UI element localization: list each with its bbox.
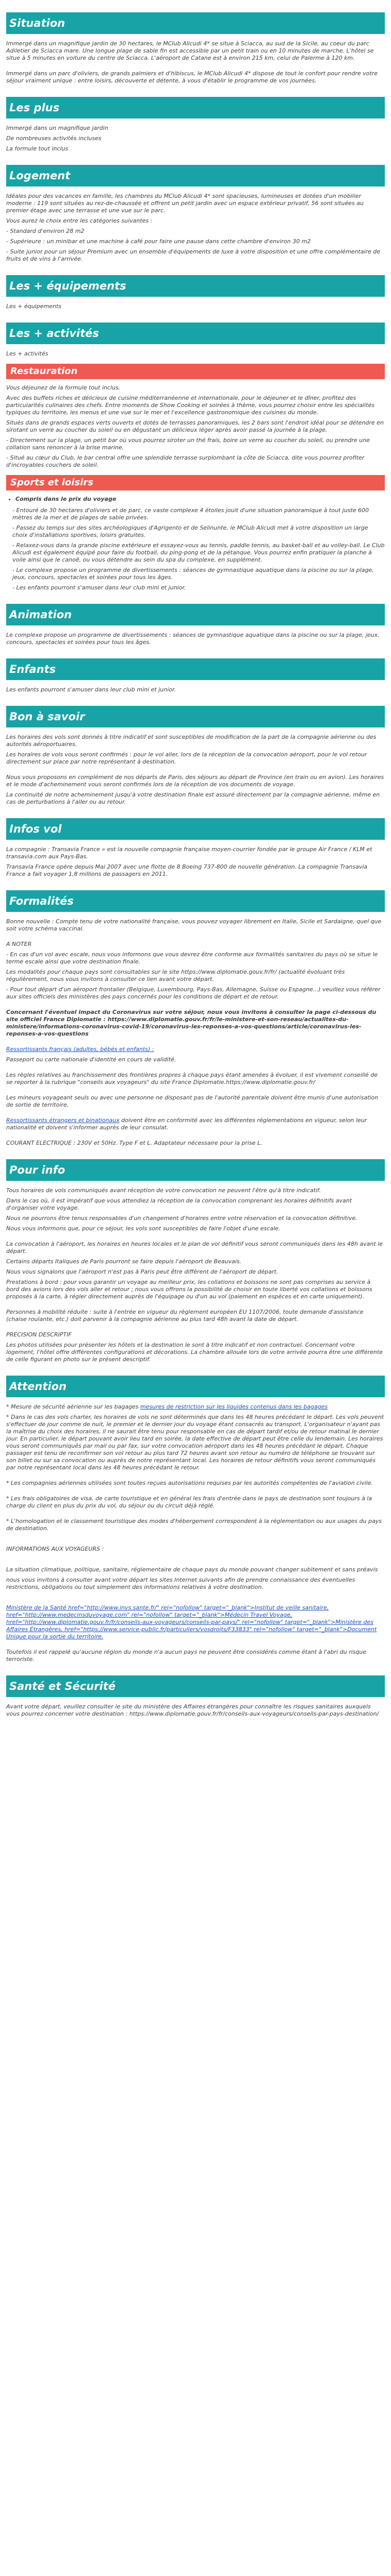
- pour-info-paragraph: Nous vous informons que, pour ce séjour, les vols sont susceptibles de faire l'objet d'une escale.: [6, 1225, 281, 1232]
- bon-savoir-paragraph: La continuité de notre acheminement jusqu'à votre destination finale est assuré directement par la compagnie aérienne, même en cas de perturbations à l'aller ou au retour.: [6, 791, 380, 805]
- logement-paragraph: - Standard d'environ 28 m2: [6, 228, 85, 234]
- logement-paragraph: Idéales pour des vacances en famille, les chambres du MClub Alicudi 4* sont spacieuses, lumineuses et dotées d'un mobilier moderne : 119 sont situées au rez-de-chaussée et offrent un petit jardin avec un espace extérieur privatif, 56 sont situées au premier étage avec une terrasse et une vue sur le parc.: [6, 193, 364, 214]
- pour-info-precision-title: PRECISION DESCRIPTIF: [6, 1331, 72, 1338]
- restauration-paragraph: Vous déjeunez de la formule tout inclus.: [6, 384, 121, 391]
- logement-paragraph: Vous aurez le choix entre les catégories suivantes :: [6, 217, 153, 224]
- pour-info-paragraph: Les photos utilisées pour présenter les hôtels et la destination le sont à titre indicatif et non contractuel. Concernant votre logement, l'hôtel offre différentes configurations et décorations. La chambre allouée lors de votre arrivée pourra être une différente de celle figurant en photo sur le présent descriptif.: [6, 1342, 383, 1363]
- attention-first-text: * Mesure de sécurité aérienne sur les bagages: [6, 1403, 139, 1410]
- attention-paragraph: * Dans le cas des vols charter, les horaires de vols ne sont déterminés que dans les 48 heures précédant le départ. Les vols peuvent s'effectuer de jour comme de nuit, le premier et le dernier jour du voyage étant consacrés au transport. L'organisateur n'ayant pas la maîtrise du choix des horaires, il ne saurait être tenu pour responsable en cas de départ tardif et/ou de retour matinal le dernier jour. En particulier, le départ pouvant avoir lieu tard en soirée, la date effective de départ peut être celle du lendemain. Les horaires vous seront communiqués par mail ou par fax, sur votre convocation aéroport dans les 48 heures précédant le départ. Chaque passager est tenu de reconfirmer son vol retour au plus tard 72 heures avant son retour au numéro de téléphone se trouvant sur son billet ou sur sa convocation ou auprès de notre représentant local. Les horaires de retour définitifs vous seront communiqués par notre représentant local dans les 48 heures précédant le retour.: [6, 1414, 384, 1471]
- formalites-note: - Pour tout départ d'un aéroport frontalier (Belgique, Luxembourg, Pays-Bas, Allemagne, Suisse ou Espagne...) veuillez vous référer aux sites officiels des ministères des pays concernés pour les conditions de départ et de retour.: [6, 986, 381, 1000]
- sports-bullet-included: • Compris dans le prix du voyage: [15, 496, 385, 503]
- sports-paragraph: - Passez du temps sur des sites archéologiques d'Agrigento et de Selinunte, le MClub Alicudi met à votre disposition un large choix d'installations sportives, loisirs gratuites.: [12, 524, 368, 538]
- ressortissants-text: Passeport ou carte nationale d'identité en cours de validité.: [6, 1056, 176, 1063]
- formalites-a-noter: A NOTER: [6, 941, 32, 947]
- les-plus-line: De nombreuses activités incluses: [6, 135, 102, 142]
- infos-vol-paragraph: La compagnie : Transavia France » est la nouvelle compagnie française moyen-courrier fondée par le groupe Air France / KLM et transavia.com aux Pays-Bas.: [6, 846, 372, 860]
- section-sante-header: Santé et Sécurité: [6, 1675, 385, 1697]
- formalites-note: - En cas d'un vol avec escale, nous vous informons que vous devrez être conforme aux formalités sanitaires du pays où se situe le terme escale ainsi que votre destination finale.: [6, 951, 378, 965]
- infos-vol-paragraph: Transavia France opère depuis Mai 2007 avec une flotte de 8 Boeing 737-800 de nouvelle génération. La compagnie Transavia France a fait voyager 1,8 millions de passagers en 2011.: [6, 863, 368, 877]
- formalites-mineurs: Les mineurs voyageant seuls ou avec une personne ne disposant pas de l'autorité parentale doivent être munis d'une autorisation de sortie de territoire.: [6, 1094, 379, 1108]
- sports-paragraph: - Entouré de 30 hectares d'oliviers et de parc, ce vaste complexe 4 étoiles jouit d'une situation panoramique à tout juste 600 mètres de la mer et de plages de sable privées.: [12, 507, 369, 521]
- section-logement-header: Logement: [6, 165, 385, 187]
- formalites-note: Les modalités pour chaque pays sont consultables sur le site https://www.diplomatie.gouv.fr/fr/ (actualité évoluant très régulièrement, nous vous invitons à consulter ce lien avant votre départ.: [6, 969, 345, 982]
- etrangers-link[interactable]: Ressortissants étrangers et binationaux: [6, 1117, 120, 1124]
- formalites-etrangers: [6, 1117, 385, 1131]
- equipements-text: Les + équipements: [6, 303, 61, 310]
- formalites-intro: Bonne nouvelle : Compte tenu de votre nationalité française, vous pouvez voyager librement en Italie, Sicile et Sardaigne, quel que soit votre schéma vaccinal.: [6, 918, 382, 932]
- attention-paragraph: nous vous invitons à consulter avant votre départ les sites Internet suivants afin de prendre connaissance des éventuelles restrictions, obligations ou tout simplement des informations relatives à votre destination.: [6, 1577, 355, 1590]
- attention-paragraph: * Les frais obligatoires de visa, de carte touristique et en général les frais d'entrée dans le pays de destination sont toujours à la charge du client en plus du prix du vol, du séjour ou du circuit déjà réglé.: [6, 1495, 372, 1509]
- section-equipements-header: Les + équipements: [6, 275, 385, 297]
- pour-info-paragraph: Certains départs Italiques de Paris pourront se faire depuis l'aéroport de Beauvais.: [6, 1258, 241, 1265]
- restauration-paragraph: - Directement sur la plage, un petit bar où vous pourrez siroter un thé frais, boire un verre au coucher du soleil, ou prendre une collation sans renoncer à la brise marine.: [6, 437, 370, 451]
- sports-paragraph: - Le complexe propose un programme de divertissements : séances de gymnastique aquatique dans la piscine ou sur la plage, jeux, concours, spectacles et soirées pour tous les âges.: [12, 567, 374, 581]
- formalites-covid-notice: Concernant l'éventuel impact du Coronavirus sur votre séjour, nous vous invitons à consulter la page ci-dessous du site officiel France Diplomatie : https://www.diplomatie.gouv.fr/fr/le-ministere-et-son-reseau/actualites-du-ministere/informations-coronavirus-covid-19/coronavirus-les-reponses-a-vos-questions/article/coronavirus-les-reponses-a-vos-questions: [6, 1009, 377, 1037]
- section-infos-vol-header: Infos vol: [6, 818, 385, 840]
- situation-paragraph: Immergé dans un parc d'oliviers, de grands palmiers et d'hibiscus, le MClub Alicudi 4* dispose de tout le confort pour rendre votre séjour vraiment unique : entre loisirs, découverte et détente, à vous d'établir le programme de vos journées.: [6, 70, 378, 84]
- logement-paragraph: - Suite junior pour un séjour Premium avec un ensemble d'équipements de luxe à votre disposition et une offre complémentaire de fruits et de vins à l'arrivée.: [6, 248, 381, 262]
- pour-info-paragraph: Nous ne pourrons être tenus responsables d'un changement d'horaires entre votre réservation et la convocation définitive.: [6, 1215, 357, 1222]
- section-restauration-header: Restauration: [6, 364, 385, 379]
- ressortissants-link[interactable]: Ressortissants français (adultes, bébés et enfants) :: [6, 1046, 154, 1053]
- section-formalites-header: Formalités: [6, 890, 385, 912]
- sports-bullet-list: [6, 496, 385, 503]
- ministere-sante-link[interactable]: Ministère de la Santé href="http://www.invs.sante.fr/" rel="nofollow" target="_blank">Institut de veille sanitaire, href="http://www.medecinsduvoyage.com" rel="nofollow" target="_blank">Médecin Travel Voyage, href="http://www.diplomatie.gouv.fr/fr/conseils-aux-voyageurs/conseils-par-pays/" rel="nofollow" target="_blank">Ministère des Affaires Étrangères, href="https://www.service-public.fr/particuliers/vosdroits/F33833" rel="nofollow" target="_blank">Document Unique pour la sortie du territoire.: [6, 1604, 377, 1640]
- les-plus-line: Immergé dans un magnifique jardin: [6, 125, 108, 131]
- attention-links-block[interactable]: [6, 1604, 385, 1640]
- etrangers-text: doivent être en conformité avec les différentes réglementations en vigueur, selon leur nationalité et doivent s'informer auprès de leur consulat.: [6, 1117, 367, 1131]
- pour-info-paragraph: La convocation à l'aéroport, les horaires en heures locales et le plan de vol définitif vous seront communiqués dans les 48h avant le départ.: [6, 1241, 383, 1255]
- pour-info-paragraph: Nous vous signalons que l'aéroport n'est pas à Paris peut être différent de l'aéroport de départ.: [6, 1268, 279, 1275]
- les-plus-line: La formule tout inclus: [6, 145, 69, 152]
- restauration-paragraph: Avec des buffets riches et délicieux de cuisine méditerranéenne et internationale, pour le déjeuner et le dîner, profitez des particularités culinaires des chefs. Entre moments de Show Cooking et soirées à thème, vous pourrez choisir entre les spécialités typiques du territoire, les menus et une vue sur le mer et l'excellence gastronomique des cuisines du monde.: [6, 395, 375, 416]
- sports-paragraph: - Les enfants pourront s'amuser dans leur club mini et junior.: [12, 584, 186, 591]
- section-attention-header: Attention: [6, 1376, 385, 1397]
- sports-paragraph: - Relaxez-vous dans la grande piscine extérieure et essayez-vous au tennis, paddle tennis, au basket-ball et au volley-ball. Le Club Alicudi est également équipé pour faire du football, du ping-pong et de la pétanque. Vous pourrez enfin pratiquer la planche à voile ainsi que le canoë, ou vous détendre au sein du spa du complexe, en supplément.: [12, 542, 385, 563]
- animation-text: Le complexe propose un programme de divertissements : séances de gymnastique aquatique dans la piscine ou sur la plage, jeux, concours, spectacles et soirées pour tous les âges.: [6, 632, 380, 646]
- attention-final: Toutefois il est rappelé qu'aucune région du monde n'a aucun pays ne peuvent être considérés comme étant à l'abri du risque terroriste.: [6, 1649, 367, 1663]
- restauration-paragraph: - Situé au cœur du Club, le bar central offre une splendide terrasse surplombant la côte de Sciacca, dite vous pourrez profiter d'incroyables couchers de soleil.: [6, 454, 365, 468]
- logement-paragraph: - Supérieure : un minibar et une machine à café pour faire une pause dans cette chambre d'environ 30 m2: [6, 238, 311, 245]
- section-animation-header: Animation: [6, 604, 385, 625]
- hotel-description-page: [0, 12, 391, 1736]
- bon-savoir-paragraph: Les horaires de vols vous seront confirmés : pour le vol aller, lors de la réception de la convocation aéroport, pour le vol retour directement sur place par notre représentant à destination.: [6, 751, 367, 765]
- bon-savoir-paragraph: Nous vous proposons en complément de nos départs de Paris, des séjours au départ de Province (en train ou en avion). Les horaires et le mode d'acheminement vous seront confirmés lors de la réception de vos documents de voyage.: [6, 774, 384, 788]
- attention-paragraph: * Les compagnies aériennes utilisées sont toutes reçues autorisations requises par les autorités compétentes de l'aviation civile.: [6, 1480, 373, 1486]
- activites-text: Les + activités: [6, 350, 48, 357]
- section-situation-header: Situation: [6, 12, 385, 34]
- bon-savoir-paragraph: Les horaires des vols sont donnés à titre indicatif et sont susceptibles de modification de la part de la compagnie aérienne ou des autorités aéroportuaires.: [6, 734, 377, 748]
- section-bon-a-savoir-header: Bon à savoir: [6, 706, 385, 727]
- attention-paragraph: * L'homologation et le classement touristique des modes d'hébergement correspondent à la réglementation ou aux usages du pays de destination.: [6, 1518, 382, 1532]
- liquides-restriction-link[interactable]: mesures de restriction sur les liquides contenus dans les bagages: [140, 1403, 328, 1410]
- pour-info-paragraph: Tous horaires de vols communiqués avant réception de votre convocation ne peuvent l'être qu'à titre indicatif.: [6, 1187, 321, 1194]
- pour-info-paragraph: Dans le cas où, il est impératif que vous attendiez la réception de la convocation comprenant les horaires définitifs avant d'organiser votre voyage.: [6, 1197, 352, 1211]
- attention-paragraph: La situation climatique, politique, sanitaire, réglementaire de chaque pays du monde pouvant changer subitement et sans préavis: [6, 1566, 378, 1573]
- pour-info-paragraph: Prestations à bord : pour vous garantir un voyage au meilleur prix, les collations et boissons ne sont pas comprises au service à bord des avions lors des vols aller et retour ; nous vous offrons la possibilité de choisir en toute liberté vos collations et boissons proposés à la carte, à régler directement auprès de l'équipage ou d'un au vol (paiement en espèces et en carte uniquement).: [6, 1279, 372, 1300]
- formalites-courant: COURANT ELECTRIQUE : 230V et 50Hz. Type F et L. Adaptateur nécessaire pour la prise L.: [6, 1140, 263, 1146]
- sports-details: [12, 507, 385, 591]
- section-activites-header: Les + activités: [6, 323, 385, 344]
- section-enfants-header: Enfants: [6, 658, 385, 680]
- formalites-regles: Les règles relatives au franchissement des frontières propres à chaque pays étant amenées à évoluer, il est vivement conseillé de se reporter à la rubrique "conseils aux voyageurs" du site France Diplomatie.https://www.diplomatie.gouv.fr/: [6, 1072, 378, 1086]
- situation-paragraph: Immergé dans un magnifique jardin de 30 hectares, le MCIub Alicudi 4* se situe à Sciacca, au sud de la Sicile, au coeur du parc Adiletier de Sciacca mare. Une longue plage de sable fin est accessible par un petit train ou en 10 minutes de marche. L'hôtel se situe à 5 minutes en voiture du centre de Sciacca. L'aéroport de Catane est à environ 215 km, celui de Palerme à 120 km.: [6, 40, 374, 61]
- section-pour-info-header: Pour info: [6, 1159, 385, 1181]
- pour-info-paragraph: Personnes à mobilité réduite : suite à l'entrée en vigueur du règlement européen EU 1107/2006, toute demande d'assistance (chaise roulante, etc.) doit parvenir à la compagnie aérienne au plus tard 48h avant la date de départ.: [6, 1309, 364, 1323]
- attention-first: [6, 1403, 385, 1411]
- sante-text: Avant votre départ, veuillez consulter le site du ministère des Affaires étrangères pour connaître les risques sanitaires auxquels vous pourrez concerner votre destination : https://www.diplomatie.gouv.fr/fr/conseils-aux-voyageurs/conseils-par-pays-destination/: [6, 1703, 379, 1717]
- section-sports-header: Sports et loisirs: [6, 475, 385, 490]
- restauration-paragraph: Situés dans de grands espaces verts ouverts et dotés de terrasses panoramiques, les 2 bars sont l'endroit idéal pour se détendre en sirotant un verre au coucher du soleil ou en dégustant un délicieux léger après avoir passé la journée à la plage.: [6, 419, 384, 433]
- informations-voyageurs-title: INFORMATIONS AUX VOYAGEURS :: [6, 1546, 104, 1552]
- section-les-plus-header: Les plus: [6, 97, 385, 118]
- enfants-text: Les enfants pourront s'amuser dans leur club mini et junior.: [6, 686, 176, 693]
